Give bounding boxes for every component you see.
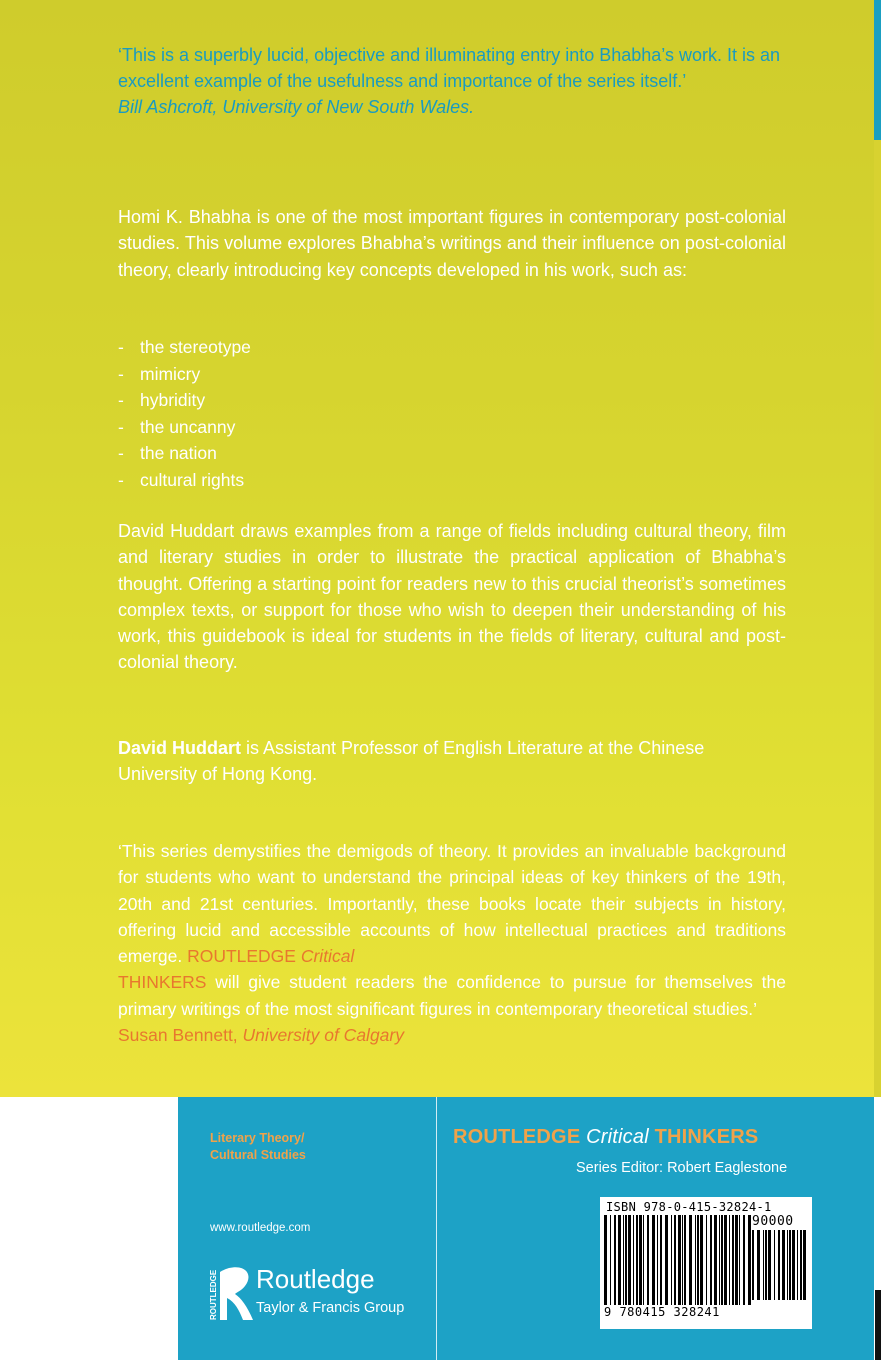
author-bio-text: is Assistant Professor of English Literature at the Chinese University of Hong Kong. — [118, 738, 705, 785]
series-brand-critical: Critical — [300, 946, 355, 967]
author-name: David Huddart — [118, 738, 242, 758]
publisher-vertical-text: ROUTLEDGE — [209, 1269, 218, 1320]
subject-category: Literary Theory/ Cultural Studies — [210, 1131, 306, 1162]
spine-blue-band — [874, 0, 881, 140]
barcode-bars — [604, 1215, 752, 1307]
endorsement-quote — [118, 42, 786, 120]
spine-edge — [874, 0, 881, 1097]
author-bio — [118, 735, 786, 788]
series-quote-attribution: Susan Bennett, University of Calgary — [118, 1025, 404, 1046]
ean-number: 9 780415 328241 — [604, 1305, 720, 1319]
book-description: Homi K. Bhabha is one of the most important figures in contemporary post-colonial studies. This volume explores Bhabha’s writings and their influence on post-colonial theory, clearly introducing key concepts developed in his work, such as: — [118, 207, 786, 280]
endorsement-text: ‘This is a superbly lucid, objective and illuminating entry into Bhabha’s work. It is an excellent example of the usefulness and importance of the series itself.’ — [118, 45, 781, 91]
series-quote-text: ‘This series demystifies the demigods of theory. It provides an invaluable background for students who want to understand the principal ideas of key thinkers of the 19th, 20th and 21st centuries. Importantly, these books locate their subjects in history, offering lucid and accessible accounts of how intellectual practices and traditions emerge. — [118, 841, 786, 967]
series-brand-routledge: ROUTLEDGE — [187, 946, 296, 967]
series-title: ROUTLEDGE Critical THINKERS — [453, 1126, 759, 1148]
footer-divider — [436, 1097, 437, 1360]
list-item: - the stereotype — [118, 337, 251, 357]
isbn-number: ISBN 978-0-415-32824-1 — [606, 1200, 772, 1214]
book-summary-paragraph: David Huddart draws examples from a range of fields including cultural theory, film and literary studies in order to illustrate the practical application of Bhabha’s thought. Offering a starting point for readers new to this crucial theorist’s sometimes complex texts, or support for those who wish to deepen their understanding of his work, this guidebook is ideal for students in the fields of literary, cultural and post-colonial theory. — [118, 521, 786, 673]
list-item: - hybridity — [118, 390, 206, 410]
page-edge — [875, 1290, 881, 1360]
concept-list — [118, 334, 251, 493]
endorsement-attribution: Bill Ashcroft, University of New South Wales. — [118, 97, 475, 117]
list-item: - cultural rights — [118, 469, 245, 490]
publisher-group: Taylor & Francis Group — [256, 1300, 405, 1316]
series-quote-text-end: will give student readers the confidence to pursue for themselves the primary writings of the most significant figures in contemporary theoretical studies.’ — [118, 972, 786, 1019]
list-item: - the nation — [118, 443, 217, 463]
price-code: 90000 — [752, 1214, 794, 1229]
list-item: - mimicry — [118, 363, 201, 384]
publisher-name: Routledge — [256, 1264, 375, 1294]
series-editor: Series Editor: Robert Eaglestone — [576, 1160, 788, 1176]
list-item: - the uncanny — [118, 416, 236, 437]
series-quote — [118, 838, 786, 1048]
price-barcode-bars — [752, 1230, 808, 1300]
series-brand-thinkers: THINKERS — [118, 972, 207, 993]
publisher-website[interactable]: www.routledge.com — [210, 1222, 311, 1234]
